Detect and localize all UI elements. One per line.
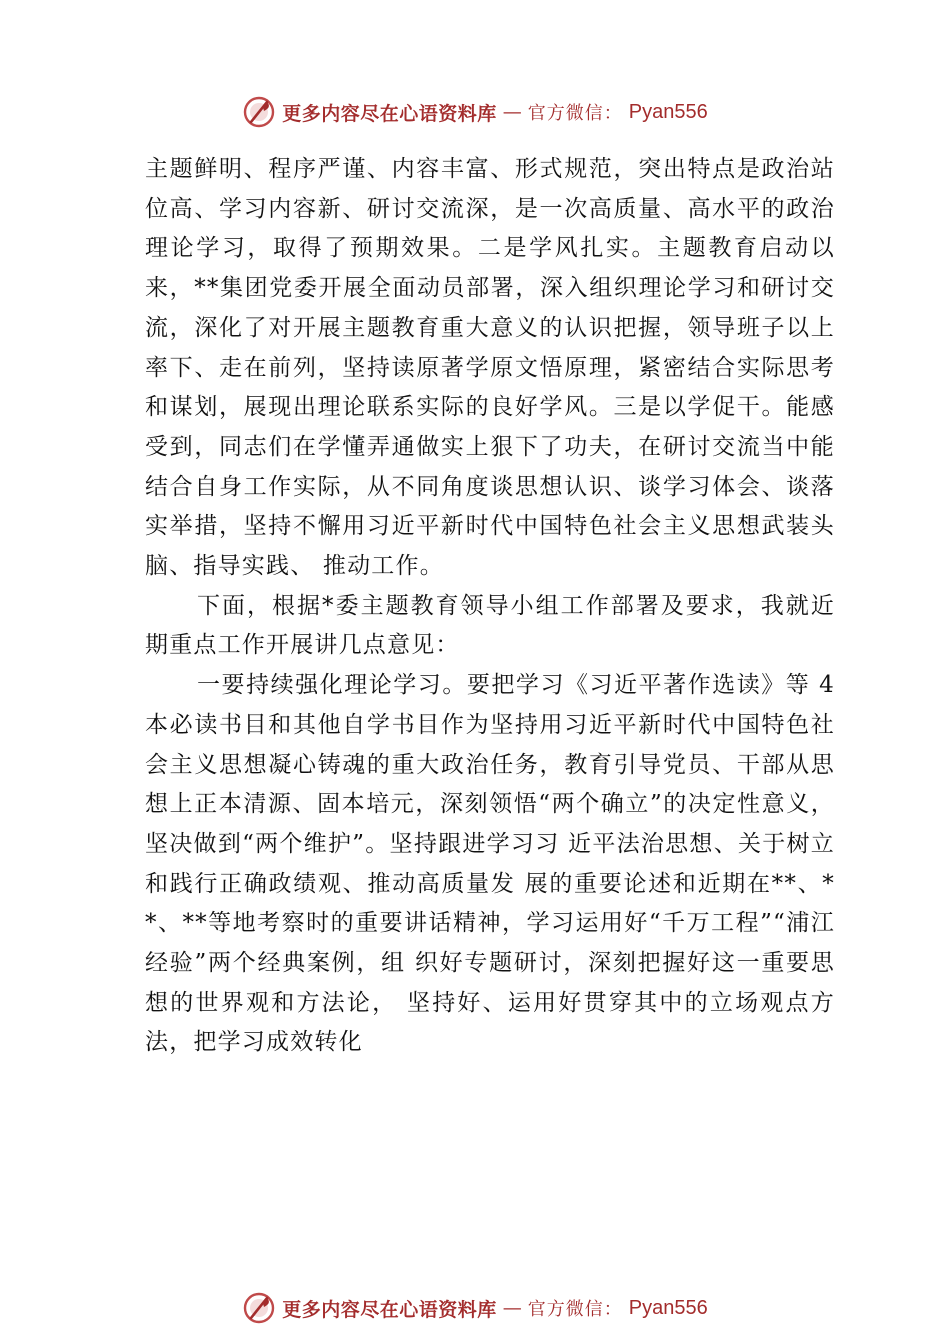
banner-separator: — bbox=[502, 1297, 522, 1319]
banner-wechat-id: Pyan556 bbox=[628, 100, 708, 123]
quill-seal-logo-icon bbox=[242, 1291, 276, 1325]
body-paragraph-2: 下面，根据*委主题教育领导小组工作部署及要求，我就近期重点工作开展讲几点意见： bbox=[145, 592, 835, 659]
banner-separator: — bbox=[502, 101, 522, 123]
banner-brand-text: 更多内容尽在心语资料库 bbox=[282, 102, 497, 125]
body-paragraph-1: 主题鲜明、程序严谨、内容丰富、形式规范，突出特点是政治站位高、学习内容新、研讨交流深，是一次高质量、高水平的政治理论学习，取得了预期效果。二是学风扎实。主题教育启动以来，**集团党委开展全面动员部署，深入组织理论学习和研讨交流，深化了对开展主题教育重大意义的认识把握，领导班子以上率下、走在前列，坚持读原著学原文悟原理，紧密结合实际思考和谋划，展现出理论联系实际的良好学风。三是以学促干。能感受到，同志们在学懂弄通做实上狠下了功夫，在研讨交流当中能结合自身工作实际，从不同角度谈思想认识、谈学习体会、谈落实举措，坚持不懈用习近平新时代中国特色社会主义思想武装头脑、指导实践、 推动工作。 bbox=[145, 156, 835, 580]
banner-wechat-label: 官方微信： bbox=[527, 1299, 623, 1320]
footer-watermark-banner bbox=[0, 1288, 950, 1328]
banner-wechat-label: 官方微信： bbox=[527, 103, 623, 124]
quill-seal-logo-icon bbox=[242, 95, 276, 129]
header-watermark-banner bbox=[0, 92, 950, 132]
banner-brand-text: 更多内容尽在心语资料库 bbox=[282, 1298, 497, 1321]
document-body bbox=[145, 150, 835, 1063]
banner-wechat-id: Pyan556 bbox=[628, 1296, 708, 1319]
body-paragraph-3: 一要持续强化理论学习。要把学习《习近平著作选读》等 4 本必读书目和其他自学书目作为坚持用习近平新时代中国特色社会主义思想凝心铸魂的重大政治任务，教育引导党员、干部从思想上正本清源、固本培元，深刻领悟“两个确立”的决定性意义，坚决做到“两个维护”。坚持跟进学习习 近平法治思想、关于树立和践行正确政绩观、推动高质量发 展的重要论述和近期在**、**、**等地考察时的重要讲话精神，学习运用好“千万工程”“浦江经验”两个经典案例，组 织好专题研讨，深刻把握好这一重要思想的世界观和方法论， 坚持好、运用好贯穿其中的立场观点方法，把学习成效转化 bbox=[145, 672, 835, 1056]
